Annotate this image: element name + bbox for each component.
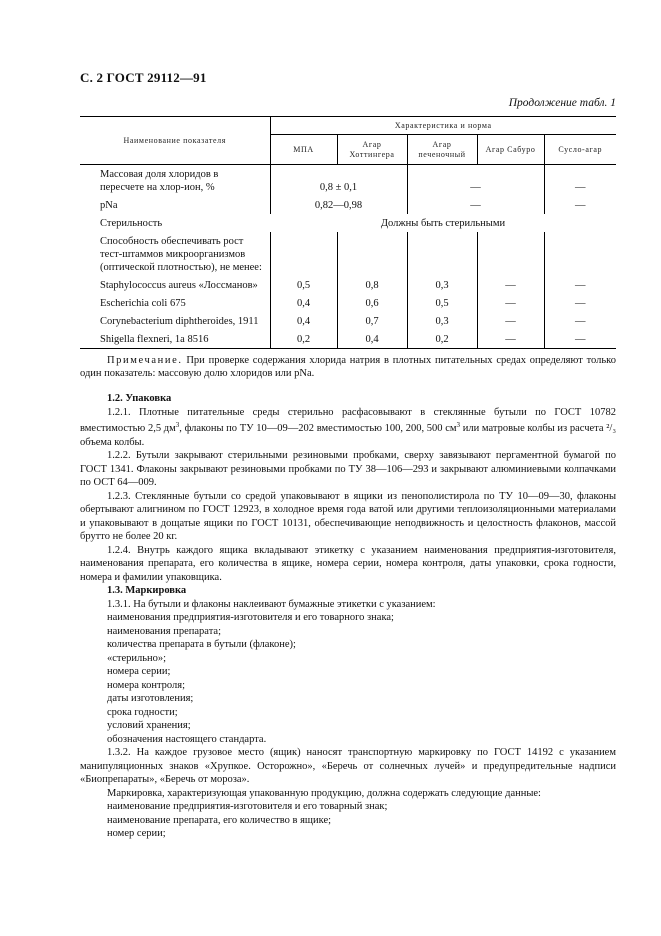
paragraph-1-2-1: 1.2.1. Плотные питательные среды стерильно расфасовывают в стеклянные бутыли по ГОСТ 10782 вместимостью 2,5 $дм^3$, флаконы по ТУ 10—09—202 вместимостью 100, 200, 500 $см^3$ или матровые колбы из расчета ²/₃ объема колбы. <box>80 406 616 448</box>
list-item: обозначения настоящего стандарта. <box>107 733 267 745</box>
cell-value: 0,6 <box>337 294 407 312</box>
table-row <box>80 312 616 330</box>
row-name: pNa <box>100 200 118 211</box>
list-item: наименования предприятия-изготовителя и его товарного знака; <box>107 612 394 623</box>
cell-value: 0,5 <box>270 276 337 294</box>
table-row <box>80 196 616 214</box>
paragraph-1-3-1: 1.3.1. На бутыли и флаконы наклеивают бумажные этикетки с указанием: <box>107 598 436 610</box>
cell-value: 0,3 <box>407 312 477 330</box>
cell-value: — <box>544 312 616 330</box>
column-header-name: Наименование показателя <box>80 117 270 165</box>
cell-value: — <box>407 196 544 214</box>
paragraph-1-3-2: 1.3.2. На каждое грузовое место (ящик) наносят транспортную маркировку по ГОСТ 14192 с указанием манипуляционных знаков «Хрупкое. Осторожно», «Беречь от солнечных лучей» и предупредительные надписи «Биопрепараты», «Беречь от мороза». <box>80 747 616 785</box>
cell-value: 0,3 <box>407 276 477 294</box>
cell-value: — <box>544 276 616 294</box>
column-header-agar-hottinger: Агар Хоттингера <box>337 135 407 165</box>
section-heading-packing: 1.2. Упаковка <box>107 393 172 404</box>
list-item: номер серии; <box>107 828 166 839</box>
list-item: наименование препарата, его количество в ящике; <box>107 814 332 826</box>
list-item: наименование предприятия-изготовителя и его товарный знак; <box>107 801 388 812</box>
cell-value: — <box>544 294 616 312</box>
document-body <box>80 392 616 841</box>
row-name: Staphylococcus aureus «Лоссманов» <box>100 280 258 291</box>
table-continuation-label: Продолжение табл. 1 <box>508 97 616 109</box>
table-row <box>80 165 616 197</box>
cell-value: — <box>477 330 544 349</box>
row-name: Shigella flexneri, 1a 8516 <box>80 330 270 349</box>
paragraph-1-2-3: 1.2.3. Стеклянные бутыли со средой упаковывают в ящики из пенополистирола по ТУ 10—09—30, флаконы обертывают алигнином по ГОСТ 12923, в холодное время года ватой или другими теплоизоляционными материалами и упаковывают в дощатые ящики по ГОСТ 10131, обеспечивающие неподвижность и целостность флаконов, массой брутто не более 20 кг. <box>80 490 616 542</box>
column-header-wort-agar: Сусло-агар <box>544 135 616 165</box>
list-item: номера контроля; <box>107 679 186 691</box>
cell-value: — <box>477 294 544 312</box>
cell-value: — <box>544 330 616 349</box>
column-header-agar-sabouraud: Агар Сабуро <box>477 135 544 165</box>
cell-value: 0,8 <box>337 276 407 294</box>
table-row <box>80 232 616 276</box>
list-item: «стерильно»; <box>107 652 167 664</box>
cell-value: 0,4 <box>270 312 337 330</box>
section-heading-marking: 1.3. Маркировка <box>107 585 187 596</box>
list-item: количества препарата в бутыли (флаконе); <box>107 639 296 650</box>
cell-value: 0,8 ± 0,1 <box>270 165 407 197</box>
row-name: Corynebacterium diphtheroides, 1911 <box>100 316 259 327</box>
table-row <box>80 330 616 349</box>
table-note <box>80 354 616 380</box>
cell-value: 0,4 <box>270 294 337 312</box>
cell-value: 0,2 <box>407 330 477 349</box>
page-header: С. 2 ГОСТ 29112—91 <box>80 70 207 85</box>
table-row <box>80 276 616 294</box>
paragraph-1-2-4: 1.2.4. Внутрь каждого ящика вкладывают этикетку с указанием наименования предприятия-изготовителя, наименования препарата, его количества в ящике, номера серии, номера контроля, даты упаковки, срока годности, номера и фамилии упаковщика. <box>80 544 616 583</box>
list-item: даты изготовления; <box>107 693 194 704</box>
cell-value: 0,4 <box>337 330 407 349</box>
cell-value: Должны быть стерильными <box>380 218 506 229</box>
row-name: Способность обеспечивать рост тест-штаммов микроорганизмов (оптической плотностью), не менее: <box>100 236 262 273</box>
list-item: номера серии; <box>107 666 171 677</box>
cell-value: — <box>477 312 544 330</box>
cell-value: 0,5 <box>407 294 477 312</box>
column-header-mpa: МПА <box>270 135 337 165</box>
column-header-agar-liver: Агар печеночный <box>407 135 477 165</box>
list-item: наименования препарата; <box>107 625 221 637</box>
paragraph-1-2-2: 1.2.2. Бутыли закрывают стерильными резиновыми пробками, сверху завязывают пергаментной бумагой по ГОСТ 1341. Флаконы закрывают резиновыми пробками по ТУ 38—106—293 и закрывают алюминиевыми колпачками по ОСТ 64—009. <box>80 450 616 488</box>
cell-value: 0,2 <box>270 330 337 349</box>
cell-value: — <box>477 276 544 294</box>
list-item: условий хранения; <box>107 720 191 731</box>
note-text: При проверке содержания хлорида натрия в плотных питательных средах определяют только один показатель: массовую долю хлоридов или pNa. <box>80 355 616 379</box>
cell-value: 0,82—0,98 <box>270 196 407 214</box>
row-name: Массовая доля хлоридов в пересчете на хлор-ион, % <box>100 169 219 193</box>
row-name: Стерильность <box>100 218 163 229</box>
list-item: срока годности; <box>107 706 178 718</box>
row-name: Escherichia coli 675 <box>100 298 186 309</box>
column-group-header: Характеристика и норма <box>270 117 616 135</box>
cell-value: 0,7 <box>337 312 407 330</box>
cell-value: — <box>407 165 544 197</box>
table-row <box>80 294 616 312</box>
cell-value: — <box>544 165 616 197</box>
paragraph-marking-content: Маркировка, характеризующая упакованную продукцию, должна содержать следующие данные: <box>107 787 541 799</box>
cell-value: — <box>544 196 616 214</box>
characteristics-table <box>80 116 616 349</box>
note-label: Примечание. <box>107 355 183 366</box>
table-row <box>80 214 616 232</box>
